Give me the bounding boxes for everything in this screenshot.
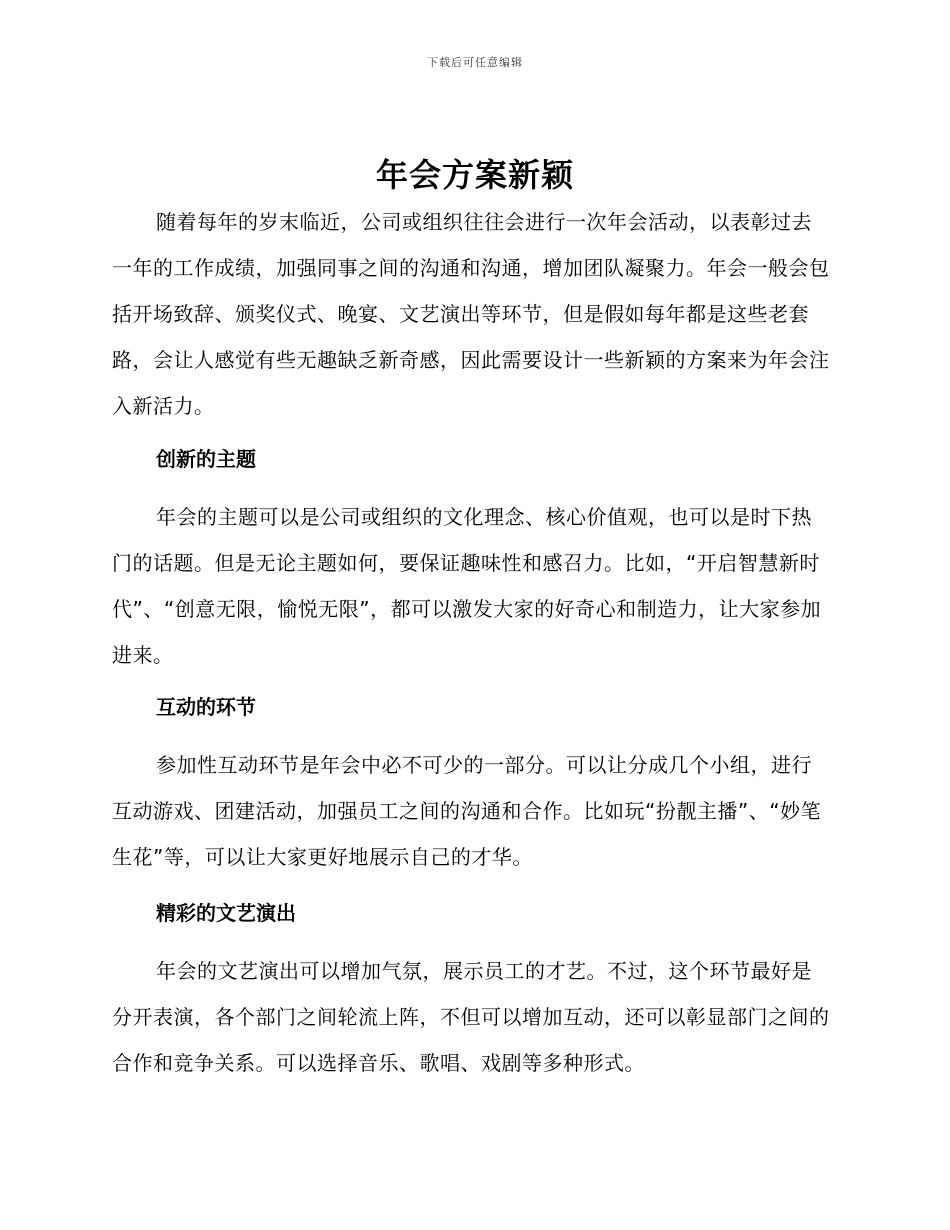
section-paragraph-interaction: 参加性互动环节是年会中必不可少的一部分。可以让分成几个小组，进行互动游戏、团建活动，加强员工之间的沟通和合作。比如玩“扮靓主播”、“妙笔生花”等，可以让大家更好地展示自己的才华。 [112, 753, 822, 869]
section-heading-performance: 精彩的文艺演出 [156, 901, 296, 925]
document-title: 年会方案新颖 [375, 156, 574, 194]
intro-paragraph: 随着每年的岁末临近，公司或组织往往会进行一次年会活动，以表彰过去一年的工作成绩，加强同事之间的沟通和沟通，增加团队凝聚力。年会一般会包括开场致辞、颁奖仪式、晚宴、文艺演出等环节，但是假如每年都是这些老套路，会让人感觉有些无趣缺乏新奇感，因此需要设计一些新颖的方案来为年会注入新活力。 [112, 210, 830, 418]
header-note: 下载后可任意编辑 [427, 56, 523, 69]
section-paragraph-performance: 年会的文艺演出可以增加气氛，展示员工的才艺。不过，这个环节最好是分开表演，各个部门之间轮流上阵，不但可以增加互动，还可以彰显部门之间的合作和竞争关系。可以选择音乐、歌唱、戏剧等多种形式。 [112, 959, 830, 1075]
section-heading-theme: 创新的主题 [156, 447, 256, 471]
section-paragraph-theme: 年会的主题可以是公司或组织的文化理念、核心价值观，也可以是时下热门的话题。但是无论主题如何，要保证趣味性和感召力。比如，“开启智慧新时代”、“创意无限，愉悦无限”，都可以激发大家的好奇心和制造力，让大家参加进来。 [112, 505, 822, 667]
section-heading-interaction: 互动的环节 [156, 695, 256, 719]
